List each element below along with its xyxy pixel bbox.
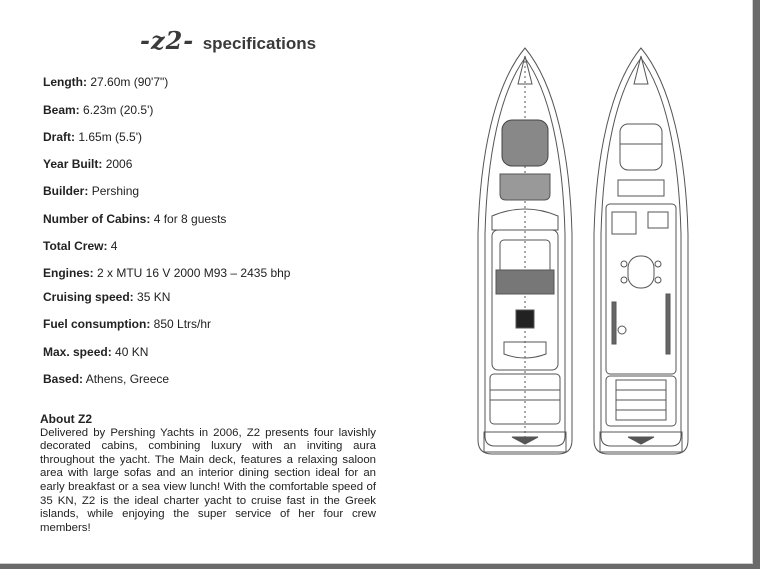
spec-value: 40 KN: [115, 345, 149, 359]
spec-value: 27.60m (90'7"): [90, 75, 169, 89]
foredeck-seat: [618, 180, 664, 196]
saloon-sofa: [612, 302, 616, 344]
spec-label: Total Crew:: [43, 239, 108, 253]
fore-sunpad: [502, 120, 548, 166]
spec-label: Fuel consumption:: [43, 317, 151, 331]
spec-value: 2006: [105, 157, 133, 171]
dining-chair: [655, 261, 661, 267]
spec-max-speed: [43, 345, 148, 359]
spec-builder: [43, 184, 139, 198]
spec-label: Number of Cabins:: [43, 212, 151, 226]
spec-label: Length:: [43, 75, 87, 89]
spec-draft: [43, 130, 142, 144]
spec-beam: [43, 103, 153, 117]
upper-deck-plan-image: [460, 44, 590, 464]
spec-length: [43, 75, 168, 89]
dining-chair: [621, 261, 627, 267]
spec-engines: [43, 266, 290, 280]
spec-value: 4: [110, 239, 118, 253]
spec-cruising-speed: [43, 290, 170, 304]
spec-value: 850 Ltrs/hr: [153, 317, 212, 331]
spec-based: [43, 372, 169, 386]
helm-station: [648, 212, 668, 228]
dining-chair: [621, 277, 627, 283]
title-word: specifications: [202, 34, 317, 53]
spec-label: Engines:: [43, 266, 94, 280]
main-deck-plan-image: [576, 44, 706, 464]
spec-cabins: [43, 212, 226, 226]
fore-seating: [500, 174, 550, 200]
spec-fuel-consumption: [43, 317, 211, 331]
spec-value: 4 for 8 guests: [153, 212, 227, 226]
spec-label: Based:: [43, 372, 84, 386]
spec-value: 2 x MTU 16 V 2000 M93 – 2435 bhp: [97, 266, 291, 280]
spec-value: Athens, Greece: [85, 372, 170, 386]
yacht-name: -z2-: [140, 26, 195, 55]
bow-sundeck: [518, 56, 532, 84]
spec-value: 35 KN: [137, 290, 171, 304]
spec-label: Year Built:: [43, 157, 103, 171]
helm-seating: [496, 270, 554, 294]
interior-dining-table: [628, 256, 654, 288]
deck-table: [516, 310, 534, 328]
bow-sundeck: [634, 56, 648, 84]
spec-value: 6.23m (20.5'): [83, 103, 154, 117]
spec-label: Draft:: [43, 130, 75, 144]
page-title: [140, 26, 316, 55]
spec-label: Builder:: [43, 184, 89, 198]
about-heading: About Z2: [40, 412, 92, 426]
spec-label: Max. speed:: [43, 345, 112, 359]
hull-inner-outline: [601, 58, 681, 446]
stair-icon: [618, 326, 626, 334]
about-section: [40, 413, 376, 535]
fore-sunpad: [620, 124, 662, 170]
stern-logo: [512, 437, 538, 444]
hull-outline: [594, 48, 688, 454]
galley-unit: [612, 212, 636, 234]
aft-sofa: [504, 342, 546, 358]
spec-year-built: [43, 157, 132, 171]
spec-value: Pershing: [91, 184, 140, 198]
about-text: Delivered by Pershing Yachts in 2006, Z2 presents four lavishly decorated cabins, combining luxury with an inviting aura throughout the yacht. The Main deck, features a relaxing saloon area with large sofas and an interior dining section ideal for an early breakfast or a sea view lunch! With the comfortable speed of 35 KN, Z2 is the ideal charter yacht to cruise fast in the Greek islands, while enjoying the super service of her four crew members!: [40, 426, 376, 534]
dining-chair: [655, 277, 661, 283]
spec-label: Cruising speed:: [43, 290, 134, 304]
spec-total-crew: [43, 239, 117, 253]
saloon-sofa: [666, 294, 670, 354]
stern-logo: [628, 437, 654, 444]
spec-label: Beam:: [43, 103, 80, 117]
spec-value: 1.65m (5.5'): [78, 130, 142, 144]
